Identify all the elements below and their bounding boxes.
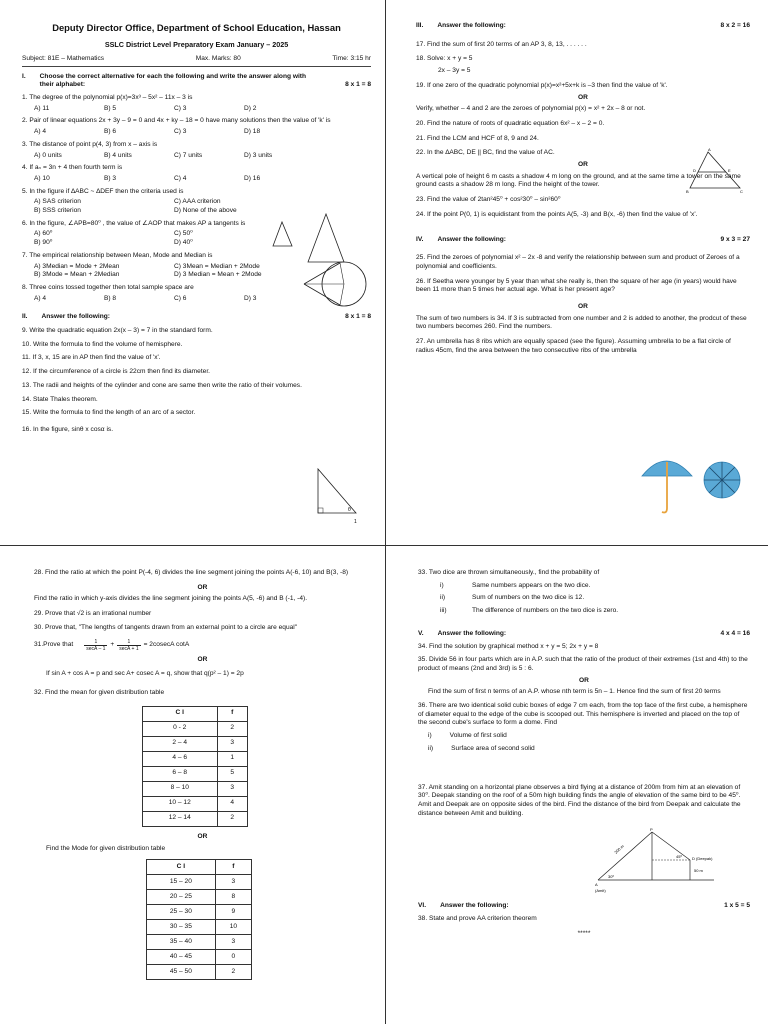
section-title: Answer the following: xyxy=(437,629,507,637)
mcq-option: B) SSS criterion xyxy=(34,207,81,215)
section-marks: 8 x 2 = 16 xyxy=(720,22,750,29)
subpart-number: iii) xyxy=(440,607,447,615)
mcq-option: C) 6 xyxy=(174,294,187,302)
mcq-question: 7. The empirical relationship between Mean, Mode and Median is xyxy=(22,251,213,259)
question-35: 35. Divide 56 in four parts which are in A.P. such that the ratio of the product of their extremes (1st and 4th) to the product of means (2nd and 3rd) is 5 : 6. xyxy=(418,656,748,672)
table-row xyxy=(143,751,248,766)
table-row xyxy=(143,721,248,736)
table-cell: 15 – 20 xyxy=(147,875,216,890)
svg-text:50 m: 50 m xyxy=(694,868,703,874)
max-marks: Max. Marks: 80 xyxy=(195,54,241,62)
table-cell: 25 – 30 xyxy=(147,905,216,920)
mcq-option: A) 4 xyxy=(34,294,47,302)
end-marker: ***** xyxy=(577,929,591,937)
section-number: IV. xyxy=(416,235,424,243)
subpart-number: i) xyxy=(428,732,432,740)
section-number: II. xyxy=(22,313,28,321)
table-header-row xyxy=(147,860,252,875)
table-cell: 8 xyxy=(215,890,251,905)
svg-text:E: E xyxy=(728,168,731,173)
question-21: 21. Find the LCM and HCF of 8, 9 and 24. xyxy=(416,134,539,142)
mcq-option: C) 3 xyxy=(174,104,187,112)
table-cell: 5 xyxy=(217,766,247,781)
q33-subpart xyxy=(440,594,750,603)
question-18: 18. Solve: x + y = 5 xyxy=(416,55,473,63)
table-cell: 2 xyxy=(217,721,247,736)
svg-text:30⁰: 30⁰ xyxy=(608,874,615,880)
question-19-or: Verify, whether – 4 and 2 are the zeroes of polynomial p(x) = x² + 2x – 8 or not. xyxy=(416,105,646,113)
table-row xyxy=(143,766,248,781)
mcq-option: B) 5 xyxy=(104,104,117,112)
svg-text:D (Deepak): D (Deepak) xyxy=(692,856,713,862)
fraction-denominator: secA + 1 xyxy=(119,646,139,653)
table-cell: 10 xyxy=(215,920,251,935)
fraction-denominator: secA – 1 xyxy=(86,646,106,653)
page-top-left xyxy=(0,0,385,545)
table-cell: 2 – 4 xyxy=(143,736,218,751)
table-cell: 6 – 8 xyxy=(143,766,218,781)
section-title: Answer the following: xyxy=(440,902,509,910)
subpart-number: i) xyxy=(440,581,444,589)
mcq-question: 5. In the figure if ∆ABC ~ ∆DEF then the criteria used is xyxy=(22,187,184,195)
section-heading-6 xyxy=(418,902,750,911)
section-heading-4 xyxy=(416,236,750,245)
svg-text:B: B xyxy=(686,189,689,194)
q36-subparts xyxy=(418,732,750,753)
mcq-question: 6. In the figure, ∠APB=80⁰ , the value of ∠AOP that makes AP a tangents is xyxy=(22,219,246,227)
fraction-numerator: 1 xyxy=(94,638,98,645)
question-28: 28. Find the ratio at which the point P(-4, 6) divides the line segment joining the points A(-6, 10) and B(3, -8) xyxy=(34,569,349,576)
table-cell: 0 - 2 xyxy=(143,721,218,736)
mcq-option: C) 4 xyxy=(174,174,187,182)
question-32: 32. Find the mean for given distribution table xyxy=(34,689,165,697)
question-34: 34. Find the solution by graphical method x + y = 5; 2x + y = 8 xyxy=(418,642,599,650)
question-33: 33. Two dice are thrown simultaneously., find the probability of xyxy=(418,569,600,576)
mcq-option: D) 3 Median = Mean + 2Mode xyxy=(174,271,262,279)
mcq-option: D) 18 xyxy=(244,128,261,136)
svg-text:C: C xyxy=(740,189,743,194)
section-title: Answer the following: xyxy=(437,235,506,243)
question-27: 27. An umbrella has 8 ribs which are equally spaced (see the figure). Assuming umbrella to be a flat circle of radius 45cm, find the area between the two consecutive ribs of the umbrella xyxy=(416,338,731,354)
tangent-circle-figure xyxy=(300,258,370,310)
q33-subpart xyxy=(440,582,750,591)
mcq-option: B) 4 units xyxy=(104,151,132,159)
table-header-cell: f xyxy=(217,706,247,721)
table-row xyxy=(147,935,252,950)
page-bottom-left xyxy=(0,546,385,1024)
mcq-options xyxy=(22,152,371,161)
or-label: OR xyxy=(578,303,588,311)
table-row xyxy=(147,905,252,920)
mcq-options xyxy=(22,105,371,114)
question-31: 31.Prove that 1 secA – 1 + 1 secA + 1 = 2cosecA cotA xyxy=(34,638,190,653)
section-number: VI. xyxy=(418,902,427,910)
section-marks: 8 x 1 = 8 xyxy=(345,313,371,321)
short-question: 16. In the figure, sinθ x cosα is. xyxy=(22,426,114,433)
table-row xyxy=(147,965,252,980)
table-cell: 9 xyxy=(215,905,251,920)
section-number: I. xyxy=(22,72,26,80)
short-question: 12. If the circumference of a circle is 22cm then find its diameter. xyxy=(22,368,211,376)
question-28-or: Find the ratio in which y-axis divides the line segment joining the points A(5, -6) and B (-1, -4). xyxy=(34,595,308,603)
svg-text:200 m: 200 m xyxy=(613,843,625,856)
subpart-number: ii) xyxy=(428,744,434,752)
mode-distribution-table xyxy=(146,859,252,980)
mcq-options xyxy=(22,175,371,184)
section-heading-3 xyxy=(416,22,750,31)
section-number: III. xyxy=(416,22,424,29)
table-cell: 2 xyxy=(215,965,251,980)
question-26: 26. If Seetha were younger by 5 year than what she really is, then the square of her age (in years) would have been 11 more than 5 times her actual age. What is her present age? xyxy=(416,277,737,294)
mcq-question: 8. Three coins tossed together then total sample space are xyxy=(22,283,194,291)
question-18-eq2: 2x – 3y = 5 xyxy=(438,67,471,75)
mcq-option: C) AAA criterion xyxy=(174,198,221,206)
or-label: OR xyxy=(197,832,208,840)
mcq-option: D) 2 xyxy=(244,104,257,112)
mcq-option: B) 6 xyxy=(104,128,117,136)
table-row xyxy=(143,781,248,796)
subpart-text: The difference of numbers on the two dice is zero. xyxy=(472,607,619,615)
mcq-option: A) 10 xyxy=(34,174,50,182)
time-label: Time: 3:15 hr xyxy=(332,54,371,62)
table-cell: 12 – 14 xyxy=(143,811,218,826)
q31-rhs: = 2cosecA cotA xyxy=(143,641,190,649)
question-37: 37. Amit standing on a horizontal plane observes a bird flying at a distance of 200m from him at an elevation of 30⁰. Deepak standing on the roof of a 50m high building finds the angle of elevation of the same bird to be 45⁰. Amit and Deepak are on opposite sides of the bird. Find the distance of the bird from Deepak and calculate the distance between Amit and building. xyxy=(418,783,741,817)
question-36: 36. There are two identical solid cubic boxes of edge 7 cm each, from the top face of the first cube, a hemisphere of diameter equal to the edge of the cube is scooped out. This hemisphere is inverted and placed on the top of the second cube's surface to form a dome. Find xyxy=(418,702,748,727)
q36-subpart xyxy=(428,732,750,741)
table-header-cell: C I xyxy=(147,860,216,875)
svg-text:A: A xyxy=(595,882,598,888)
mcq-options xyxy=(22,128,371,137)
question-22-or: A vertical pole of height 6 m casts a shadow 4 m long on the ground, and at the same time a tower on the same ground casts a shadow 28 m long. Find the height of the tower. xyxy=(416,172,741,189)
table-header-cell: C I xyxy=(143,706,218,721)
table-cell: 3 xyxy=(215,875,251,890)
table-row xyxy=(147,920,252,935)
table-cell: 20 – 25 xyxy=(147,890,216,905)
question-22: 22. In the ∆ABC, DE || BC, find the value of AC. xyxy=(416,149,555,157)
question-19: 19. If one zero of the quadratic polynomial p(x)=x²+5x+k is –3 then find the value of 'k'. xyxy=(416,81,668,89)
mcq-option: D) 3 units xyxy=(244,151,273,159)
question-25: 25. Find the zeroes of polynomial x² – 2x -8 and verify the relationship between sum and product of Zeroes of a polynomial and coefficients. xyxy=(416,254,740,270)
subpart-text: Same numbers appears on the two dice. xyxy=(472,581,591,589)
question-20: 20. Find the nature of roots of quadratic equation 6x² – x – 2 = 0. xyxy=(416,119,605,127)
section-marks: 8 x 1 = 8 xyxy=(345,81,371,89)
office-title: Deputy Director Office, Department of School Education, Hassan xyxy=(52,22,341,33)
short-question: 15. Write the formula to find the length of an arc of a sector. xyxy=(22,409,196,417)
right-triangle-figure xyxy=(312,465,362,525)
mcq-option: C) 7 units xyxy=(174,151,203,159)
table-cell: 40 – 45 xyxy=(147,950,216,965)
subject-label: Subject: 81E – Mathematics xyxy=(22,54,105,62)
question-35-or: Find the sum of first n terms of an A.P. whose nth term is 5n – 1. Hence find the sum of first 20 terms xyxy=(428,688,721,696)
svg-text:D: D xyxy=(693,168,696,173)
table-cell: 3 xyxy=(215,935,251,950)
subpart-number: ii) xyxy=(440,594,446,602)
q36-subpart xyxy=(428,745,750,754)
mcq-question: 1. The degree of the polynomial p(x)=3x³ – 5x² – 11x – 3 is xyxy=(22,94,193,102)
table-cell: 1 xyxy=(217,751,247,766)
svg-text:45⁰: 45⁰ xyxy=(676,854,683,860)
mcq-option: C) 3Mean = Median + 2Mode xyxy=(174,262,260,270)
mcq-option: C) 50⁰ xyxy=(174,230,193,238)
fraction-2 xyxy=(117,639,140,653)
mcq-option: D) None of the above xyxy=(174,207,237,215)
short-question: 13. The radii and heights of the cylinder and cone are same then write the ratio of their volumes. xyxy=(22,381,302,389)
q33-subparts xyxy=(418,582,750,616)
header-rule xyxy=(22,66,371,67)
question-31-or: If sin A + cos A = p and sec A+ cosec A = q, show that q(p² – 1) = 2p xyxy=(46,670,244,678)
mcq-question: 3. The distance of point p(4, 3) from x – axis is xyxy=(22,140,158,148)
section-title: Answer the following: xyxy=(41,313,111,321)
or-label: OR xyxy=(578,93,588,101)
or-label: OR xyxy=(197,583,208,591)
theta-label: θ xyxy=(348,507,351,513)
mcq-option: D) 3 xyxy=(244,294,257,302)
table-cell: 4 xyxy=(217,796,247,811)
subpart-text: Volume of first solid xyxy=(449,732,507,740)
mcq-option: A) 0 units xyxy=(34,151,62,159)
table-header-cell: f xyxy=(215,860,251,875)
table-row xyxy=(143,736,248,751)
mcq-option: A) 3Median = Mode + 2Mean xyxy=(34,262,120,270)
short-question: 10. Write the formula to find the volume of hemisphere. xyxy=(22,340,183,348)
mcq-question: 2. Pair of linear equations 2x + 3y – 9 = 0 and 4x + ky – 18 = 0 have many solutions then the value of 'k' is xyxy=(22,117,331,125)
mean-distribution-table xyxy=(142,706,248,827)
question-23: 23. Find the value of 2tan²45⁰ + cos²30⁰ – sin²60⁰ xyxy=(416,196,561,204)
short-question: 9. Write the quadratic equation 2x(x – 3) = 7 in the standard form. xyxy=(22,327,213,335)
mcq-option: B) 3 xyxy=(104,174,117,182)
or-label: OR xyxy=(578,161,588,169)
elevation-figure xyxy=(594,828,744,898)
question-30: 30. Prove that, "The lengths of tangents drawn from an external point to a circle are equal" xyxy=(34,623,298,631)
mcq-option: A) SAS criterion xyxy=(34,198,81,206)
q31-prefix: 31.Prove that xyxy=(34,641,74,649)
table-cell: 3 xyxy=(217,781,247,796)
svg-text:A: A xyxy=(708,148,711,152)
fraction-1 xyxy=(84,639,107,653)
mcq-option: B) 8 xyxy=(104,294,117,302)
triangle-de-bc-figure xyxy=(686,148,744,194)
page-bottom-right xyxy=(386,546,768,1024)
section-heading-2 xyxy=(22,313,371,322)
table-cell: 3 xyxy=(217,736,247,751)
question-17: 17. Find the sum of first 20 terms of an AP 3, 8, 13, . . . . . . xyxy=(416,40,587,48)
section-heading-1 xyxy=(22,73,371,90)
or-label: OR xyxy=(197,655,208,663)
short-question: 11. If 3, x, 15 are in AP then find the value of 'x'. xyxy=(22,354,161,362)
table-cell: 10 – 12 xyxy=(143,796,218,811)
table-row xyxy=(147,890,252,905)
section-marks: 1 x 5 = 5 xyxy=(724,902,750,910)
q33-subpart xyxy=(440,607,750,616)
umbrella-figure xyxy=(636,450,746,522)
mcq-option: B) 3Mode = Mean + 2Median xyxy=(34,271,120,279)
short-question: 14. State Thales theorem. xyxy=(22,395,98,403)
table-row xyxy=(147,875,252,890)
table-cell: 45 – 50 xyxy=(147,965,216,980)
table-cell: 30 – 35 xyxy=(147,920,216,935)
question-29: 29. Prove that √2 is an irrational number xyxy=(34,610,152,618)
table-header-row xyxy=(143,706,248,721)
mcq-question: 4. If aₙ = 3n + 4 then fourth term is xyxy=(22,164,123,172)
exam-title: SSLC District Level Preparatory Exam January – 2025 xyxy=(104,40,289,50)
table-cell: 2 xyxy=(217,811,247,826)
svg-text:(Amit): (Amit) xyxy=(595,888,606,894)
or-label: OR xyxy=(579,676,589,684)
question-26-or: The sum of two numbers is 34. If 3 is subtracted from one number and 2 is added to another, the prodcut of these two numbers becomes 260. Find the numbers. xyxy=(416,314,747,331)
subpart-text: Surface area of second solid xyxy=(451,744,535,752)
table-row xyxy=(147,950,252,965)
short-answer-list xyxy=(22,327,371,435)
section-title: Choose the correct alternative for each the following and write the answer along with their alphabet: xyxy=(39,72,307,89)
table-cell: 8 – 10 xyxy=(143,781,218,796)
mcq-option: C) 3 xyxy=(174,128,187,136)
svg-text:P: P xyxy=(650,828,653,833)
mcq-option: D) 40⁰ xyxy=(174,239,193,247)
section-marks: 4 x 4 = 16 xyxy=(720,629,750,637)
mcq-option: A) 60⁰ xyxy=(34,230,53,238)
subpart-text: Sum of numbers on the two dice is 12. xyxy=(472,594,585,602)
mcq-option: A) 11 xyxy=(34,104,50,112)
page-top-right xyxy=(386,0,768,545)
fraction-numerator: 1 xyxy=(127,638,131,645)
table-cell: 0 xyxy=(215,950,251,965)
question-38: 38. State and prove AA criterion theorem xyxy=(418,915,537,923)
section-heading-5 xyxy=(418,630,750,639)
table-cell: 35 – 40 xyxy=(147,935,216,950)
mcq-option: B) 90⁰ xyxy=(34,239,53,247)
table-row xyxy=(143,811,248,826)
table-cell: 4 – 6 xyxy=(143,751,218,766)
section-number: V. xyxy=(418,629,424,637)
mcq-option: D) 16 xyxy=(244,174,261,182)
table-row xyxy=(143,796,248,811)
svg-text:1: 1 xyxy=(354,519,357,525)
section-title: Answer the following: xyxy=(437,22,506,29)
question-24: 24. If the point P(0, 1) is equidistant from the points A(5, -3) and B(x, -6) then find the value of 'x'. xyxy=(416,210,698,218)
mcq-option: A) 4 xyxy=(34,128,47,136)
exam-meta-row xyxy=(22,55,371,64)
question-32-or: Find the Mode for given distribution table xyxy=(46,844,166,852)
section-marks: 9 x 3 = 27 xyxy=(720,235,750,243)
